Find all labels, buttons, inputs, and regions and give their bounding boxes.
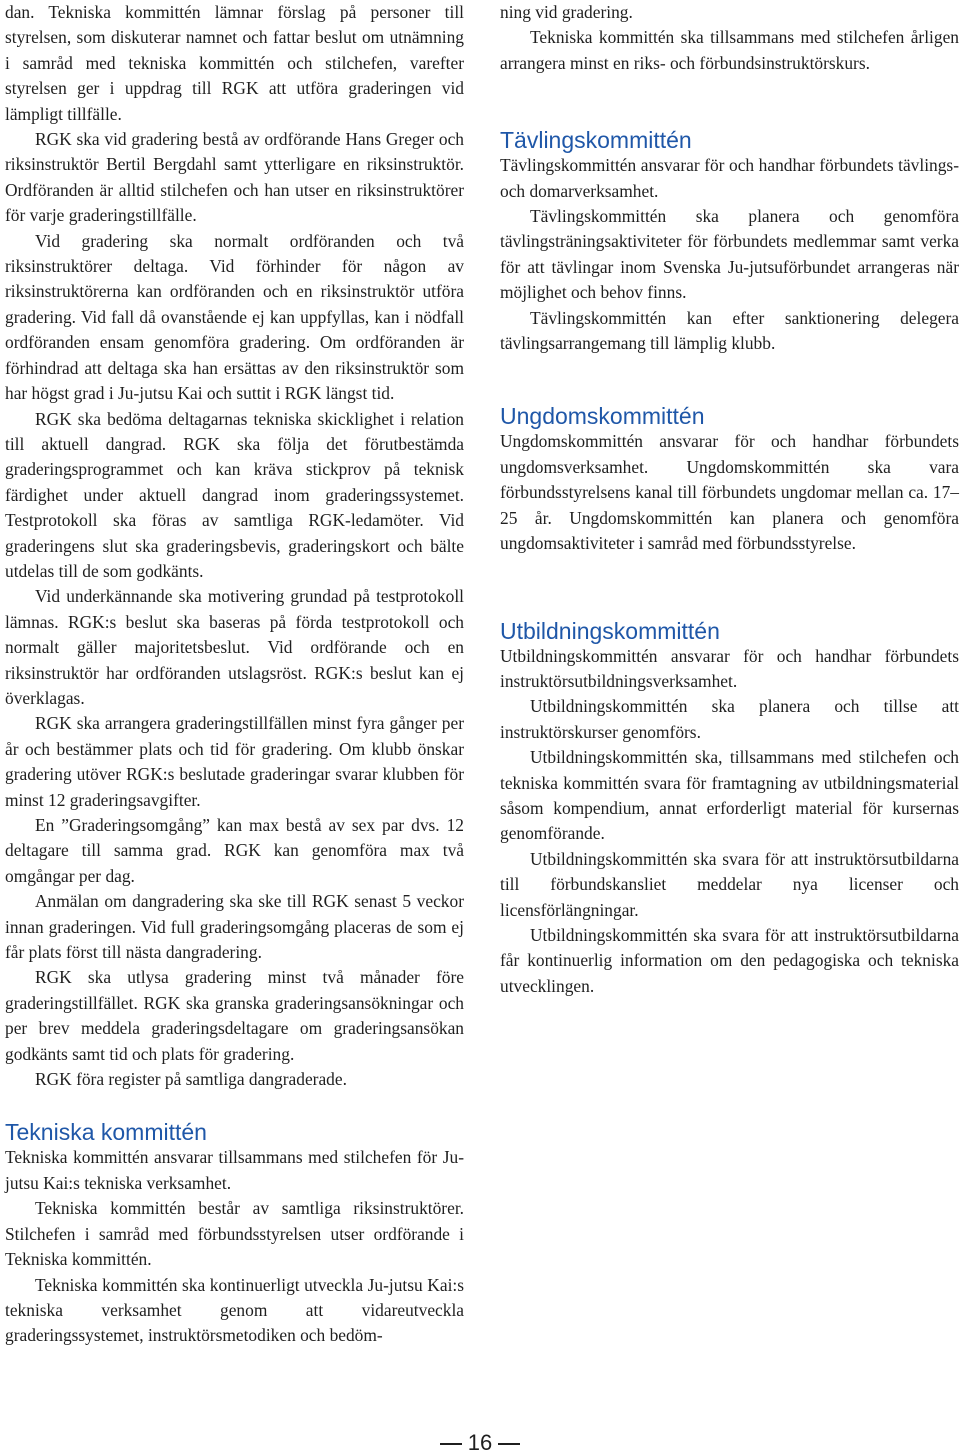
section-utbildningskommitten — [500, 615, 959, 1000]
body-paragraph: ning vid gradering. — [500, 2, 633, 22]
page-number-dash-right — [498, 1443, 520, 1445]
page-number-dash-left — [440, 1443, 462, 1445]
body-paragraph: Tävlingskommittén kan efter sanktionering delegera tävlingsarrangemang till lämplig klubb. — [500, 307, 959, 354]
page-number — [0, 1430, 960, 1456]
body-paragraph: RGK ska arrangera graderingstillfällen minst fyra gånger per år och bestämmer plats och tid för gradering. Om klubb önskar gradering utöver RGK:s beslutade graderingar svarar klubben för minst 12 graderingsavgifter. — [5, 713, 464, 810]
page-number-value: 16 — [467, 1430, 493, 1455]
body-paragraph: dan. Tekniska kommittén lämnar förslag på personer till styrelsen, som diskuterar namnet och fattar beslut om utnämning i samråd med tekniska kommittén och stilchefen, varefter styrelsen ger i uppdrag till RGK att utföra graderingen vid lämpligt tillfälle. — [5, 2, 464, 124]
body-paragraph: Tekniska kommittén ska tillsammans med stilchefen årligen arrangera minst en riks- och förbundsinstruktörskurs. — [500, 27, 959, 73]
section-heading: Ungdomskommittén — [500, 403, 705, 430]
body-paragraph: En ”Graderingsomgång” kan max bestå av sex par dvs. 12 deltagare till samma grad. RGK kan genomföra max två omgångar per dag. — [5, 815, 464, 886]
body-paragraph: Utbildningskommittén ska, tillsammans med stilchefen och tekniska kommittén svara för framtagning av utbildningsmaterial såsom kompendium, annat erforderligt material för kursernas genomförande. — [500, 747, 959, 844]
body-paragraph: Vid gradering ska normalt ordföranden och två riksinstruktörer deltaga. Vid förhinder för någon av riksinstruktörerna kan ordföranden och en riksinstruktör utföra gradering. Vid fall då ovanstående ej kan uppfyllas, kan i nödfall ordföranden ensam genomföra gradering. Om ordföranden är förhindrad att deltaga ska han ersättas av den riksinstruktör som har högst grad i Ju-jutsu Kai och suttit i RGK längst tid. — [5, 230, 464, 404]
body-paragraph: Ungdomskommittén ansvarar för och handhar förbundets ungdomsverksamhet. Ungdomskommittén ska vara förbundsstyrelsens kanal till förbundets ungdomar mellan ca. 17–25 år. Ungdomskommittén kan planera och genomföra ungdomsaktiviteter i samråd med förbundsstyrelse. — [500, 431, 959, 554]
body-paragraph: RGK ska bedöma deltagarnas tekniska skicklighet i relation till aktuell dangrad. RGK ska följa det förutbestämda graderingsprogrammet och kan kräva stickprov på teknisk färdighet under aktuell dangrad inom graderingssystemet. Testprotokoll ska föras av samtliga RGK-ledamöter. Vid graderingens slut ska graderingsbevis, graderingskort och bälte utdelas till de som godkänts. — [5, 408, 464, 581]
section-heading: Utbildningskommittén — [500, 617, 720, 644]
body-paragraph: RGK ska vid gradering bestå av ordförande Hans Greger och riksinstruktör Bertil Bergdahl samt ytterligare en riksinstruktör. Ordföranden är alltid stilchefen och han utser en riksinstruktörer för varje graderingstillfälle. — [5, 129, 464, 226]
section-heading: Tävlingskommittén — [500, 127, 692, 154]
right-column — [500, 0, 959, 999]
section-heading: Tekniska kommittén — [5, 1119, 207, 1146]
body-paragraph: Utbildningskommittén ska svara för att instruktörsutbildarna får kontinuerlig information om den pedagogiska och tekniska utvecklingen. — [500, 924, 959, 996]
body-paragraph: Tävlingskommittén ansvarar för och handhar förbundets tävlings- och domarverksamhet. — [500, 155, 959, 201]
body-paragraph: Vid underkännande ska motivering grundad på testprotokoll lämnas. RGK:s beslut ska baseras på förda testprotokoll och normalt gäller majoritetsbeslut. Vid ordförande och en riksinstruktör har ordföranden utslagsröst. RGK:s beslut kan ej överklagas. — [5, 586, 464, 708]
body-paragraph: Tekniska kommittén ansvarar tillsammans med stilchefen för Ju-jutsu Kai:s tekniska verksamhet. — [5, 1147, 464, 1193]
section-tavlingskommitten — [500, 124, 959, 356]
body-paragraph: Tävlingskommittén ska planera och genomföra tävlingsträningsaktiviteter för förbundets medlemmar samt verka för att tävlingar inom Svenska Ju-jutsuförbundet arrangeras när möjlighet och behov finns. — [500, 206, 959, 303]
body-paragraph: Tekniska kommittén ska kontinuerligt utveckla Ju-jutsu Kai:s tekniska verksamhet genom att vidareutveckla graderingssystemet, instruktörsmetodiken och bedöm- — [5, 1274, 464, 1346]
body-paragraph: Utbildningskommittén ansvarar för och handhar förbundets instruktörsutbildningsverksamhet. — [500, 645, 959, 691]
section-ungdomskommitten — [500, 400, 959, 556]
body-paragraph: Tekniska kommittén består av samtliga riksinstruktörer. Stilchefen i samråd med förbundsstyrelsen utser ordförande i Tekniska kommittén. — [5, 1198, 464, 1270]
body-paragraph: Utbildningskommittén ska svara för att instruktörsutbildarna till förbundskansliet meddelar nya licenser och licensförlängningar. — [500, 848, 959, 920]
body-paragraph: RGK ska utlysa gradering minst två månader före graderingstillfället. RGK ska granska graderingsansökningar och per brev meddela graderingsdeltagare om graderingsansökan godkänts samt tid och plats för gradering. — [5, 967, 464, 1064]
body-paragraph: Utbildningskommittén ska planera och tillse att instruktörskurser genomförs. — [500, 696, 959, 742]
body-paragraph: RGK föra register på samtliga dangraderade. — [35, 1069, 347, 1090]
left-column — [5, 0, 464, 1349]
body-paragraph: Anmälan om dangradering ska ske till RGK senast 5 veckor innan graderingen. Vid full graderingsomgång placeras de som ej får plats först till nästa dangradering. — [5, 891, 464, 963]
section-tekniska-kommitten — [5, 1116, 464, 1348]
